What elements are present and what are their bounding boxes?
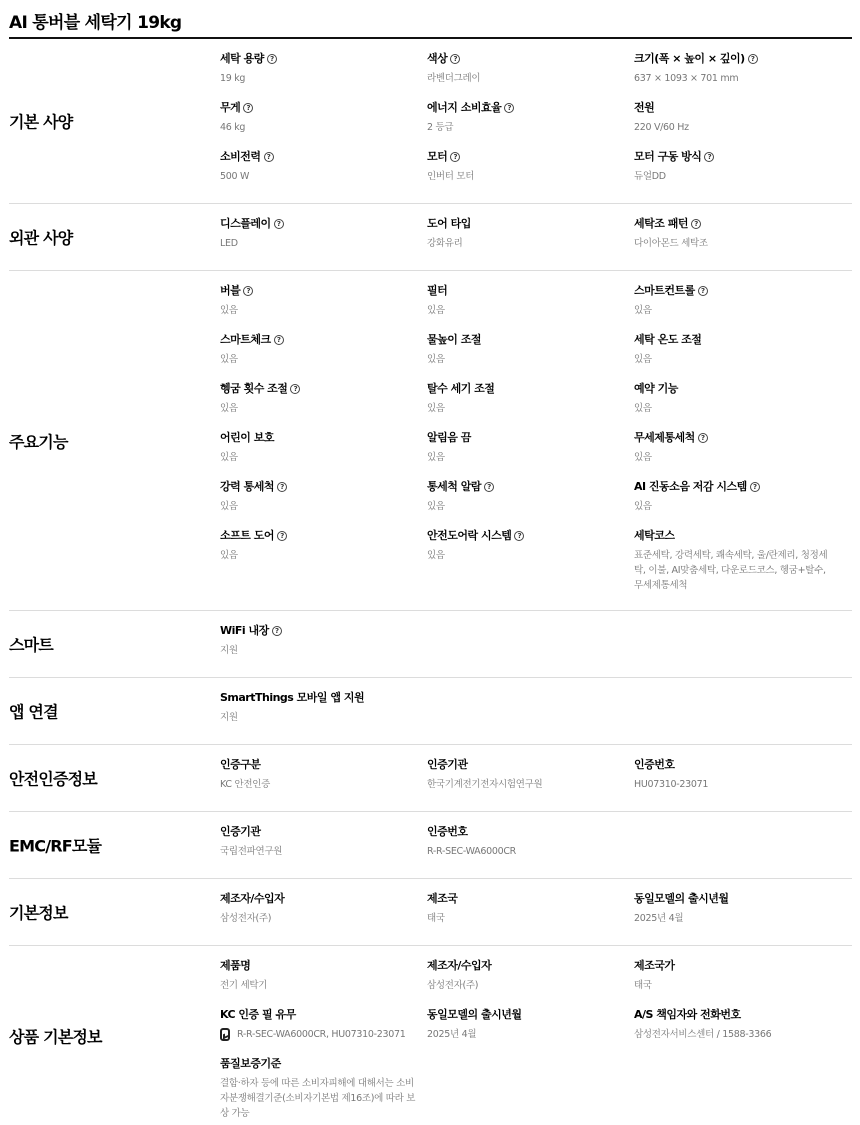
spec-item [634, 333, 844, 382]
spec-item [427, 382, 634, 431]
help-icon[interactable]: ? [274, 219, 284, 229]
spec-item [634, 758, 844, 807]
section-title: EMC/RF모듈 [9, 836, 102, 856]
spec-label [427, 892, 626, 906]
spec-label-text: 탈수 세기 조절 [427, 382, 495, 395]
spec-label [634, 758, 836, 772]
help-icon[interactable]: ? [277, 531, 287, 541]
spec-value: 한국기계전기전자시험연구원 [427, 779, 543, 790]
spec-value: 다이아몬드 세탁조 [634, 238, 708, 249]
spec-label-text: 어린이 보호 [220, 431, 274, 444]
spec-label-text: 품질보증기준 [220, 1057, 281, 1070]
spec-item [220, 758, 427, 807]
spec-label [634, 333, 836, 347]
spec-grid [220, 204, 852, 270]
spec-label [634, 52, 836, 66]
spec-label [220, 52, 419, 66]
spec-item [220, 217, 427, 266]
spec-grid [220, 678, 852, 744]
spec-label-text: 디스플레이 [220, 217, 271, 230]
spec-label [220, 529, 419, 543]
spec-label-text: 제조국 [427, 892, 458, 905]
spec-value: 인버터 모터 [427, 171, 475, 182]
spec-value: 있음 [634, 354, 652, 365]
help-icon[interactable]: ? [290, 384, 300, 394]
spec-value: 19 kg [220, 73, 246, 84]
spec-label-text: 무세제통세척 [634, 431, 695, 444]
spec-value-text: R-R-SEC-WA6000CR, HU07310-23071 [237, 1029, 406, 1040]
spec-item [427, 284, 634, 333]
spec-sections [9, 39, 852, 1125]
spec-label [427, 1008, 626, 1022]
spec-item [634, 217, 844, 266]
spec-section [9, 678, 852, 745]
spec-value: 있음 [427, 452, 445, 463]
spec-label [220, 431, 419, 445]
spec-label [427, 150, 626, 164]
spec-label [220, 959, 419, 973]
spec-label-text: 스마트컨트롤 [634, 284, 695, 297]
spec-label-text: WiFi 내장 [220, 624, 269, 637]
help-icon[interactable]: ? [514, 531, 524, 541]
spec-label [220, 1008, 419, 1022]
spec-value: 있음 [220, 452, 238, 463]
spec-item [427, 480, 634, 529]
spec-item [634, 480, 844, 529]
spec-label [220, 382, 419, 396]
spec-value: 500 W [220, 171, 250, 182]
spec-value: HU07310-23071 [634, 779, 709, 790]
spec-label [427, 529, 626, 543]
spec-label [220, 691, 419, 705]
spec-item [634, 284, 844, 333]
spec-value: 있음 [634, 403, 652, 414]
help-icon[interactable]: ? [272, 626, 282, 636]
spec-grid [220, 879, 852, 945]
spec-label [427, 480, 626, 494]
spec-label [634, 959, 836, 973]
spec-label [634, 382, 836, 396]
spec-label-text: 강력 통세척 [220, 480, 274, 493]
spec-item [220, 624, 427, 673]
spec-item [220, 101, 427, 150]
spec-value: 46 kg [220, 122, 246, 133]
spec-value: 강화유리 [427, 238, 463, 249]
spec-item [634, 1008, 844, 1057]
spec-label [427, 959, 626, 973]
help-icon[interactable]: ? [484, 482, 494, 492]
spec-value: 있음 [634, 501, 652, 512]
spec-label-text: AI 진동소음 저감 시스템 [634, 480, 747, 493]
spec-label [220, 480, 419, 494]
page-title: AI 통버블 세탁기 19kg [9, 13, 182, 33]
spec-section [9, 204, 852, 271]
spec-value: 삼성전자서비스센터 / 1588-3366 [634, 1029, 772, 1040]
help-icon[interactable]: ? [450, 54, 460, 64]
kc-row [220, 1027, 419, 1042]
spec-label-text: 전원 [634, 101, 655, 114]
spec-value: 있음 [220, 550, 238, 561]
help-icon[interactable]: ? [277, 482, 287, 492]
spec-value: 있음 [427, 403, 445, 414]
spec-value: 있음 [427, 501, 445, 512]
spec-label-text: 도어 타입 [427, 217, 471, 230]
spec-value: R-R-SEC-WA6000CR [427, 846, 516, 857]
spec-value: 지원 [220, 712, 238, 723]
spec-label-text: 버블 [220, 284, 241, 297]
spec-item [634, 150, 844, 199]
spec-label [427, 431, 626, 445]
spec-value: 삼성전자(주) [220, 913, 272, 924]
help-icon[interactable]: ? [450, 152, 460, 162]
spec-label [634, 529, 836, 543]
spec-item [634, 529, 844, 593]
spec-label-text: 인증번호 [427, 825, 468, 838]
help-icon[interactable]: ? [691, 219, 701, 229]
spec-grid [220, 946, 852, 1125]
spec-label-text: 필터 [427, 284, 448, 297]
spec-value: 있음 [220, 403, 238, 414]
spec-section [9, 39, 852, 204]
spec-item [427, 52, 634, 101]
spec-value: 삼성전자(주) [427, 980, 479, 991]
spec-label [427, 52, 626, 66]
help-icon[interactable]: ? [698, 433, 708, 443]
spec-label-text: 소비전력 [220, 150, 261, 163]
spec-value: 있음 [220, 501, 238, 512]
spec-value: 있음 [634, 452, 652, 463]
spec-value: 있음 [427, 550, 445, 561]
spec-label-text: 스마트체크 [220, 333, 271, 346]
spec-grid [220, 745, 852, 811]
spec-section [9, 611, 852, 678]
spec-value: 태국 [427, 913, 445, 924]
spec-item [427, 101, 634, 150]
spec-item [220, 52, 427, 101]
spec-value: 전기 세탁기 [220, 980, 268, 991]
section-title: 기본정보 [9, 903, 68, 923]
section-title: 안전인증정보 [9, 769, 97, 789]
spec-item [427, 529, 634, 593]
spec-label-text: 예약 기능 [634, 382, 678, 395]
spec-section [9, 812, 852, 879]
spec-label-text: 소프트 도어 [220, 529, 274, 542]
spec-label-text: 헹굼 횟수 조절 [220, 382, 288, 395]
help-icon[interactable]: ? [264, 152, 274, 162]
spec-value: 있음 [427, 354, 445, 365]
spec-item [220, 1008, 427, 1057]
spec-item [220, 333, 427, 382]
spec-label-text: 인증기관 [427, 758, 468, 771]
spec-value [220, 1027, 419, 1042]
spec-label [427, 284, 626, 298]
spec-item [220, 150, 427, 199]
spec-label-text: 색상 [427, 52, 448, 65]
spec-label-text: 물높이 조절 [427, 333, 481, 346]
spec-label-text: 세탁 온도 조절 [634, 333, 702, 346]
section-title: 앱 연결 [9, 702, 58, 722]
spec-label [427, 758, 626, 772]
spec-grid [220, 812, 852, 878]
spec-item [634, 959, 844, 1008]
spec-label-text: 세탁 용량 [220, 52, 264, 65]
spec-item [220, 1057, 427, 1121]
section-title: 상품 기본정보 [9, 1027, 102, 1046]
spec-label-text: 알림음 끔 [427, 431, 471, 444]
spec-item [427, 150, 634, 199]
spec-label [634, 150, 836, 164]
spec-item [220, 691, 427, 740]
spec-label-text: 동일모델의 출시년월 [427, 1008, 522, 1021]
help-icon[interactable]: ? [748, 54, 758, 64]
spec-label [427, 825, 626, 839]
section-title: 주요기능 [9, 432, 68, 451]
spec-item [220, 480, 427, 529]
spec-item [220, 825, 427, 874]
help-icon[interactable]: ? [504, 103, 514, 113]
spec-item [220, 284, 427, 333]
spec-label-text: 제조자/수입자 [220, 892, 285, 905]
spec-item [427, 431, 634, 480]
spec-item [427, 333, 634, 382]
spec-item [427, 217, 634, 266]
spec-section [9, 946, 852, 1125]
spec-value: 표준세탁, 강력세탁, 쾌속세탁, 울/란제리, 청정세탁, 이불, AI맞춤세탁, 다운로드코스, 헹굼+탈수, 무세제통세척 [634, 550, 828, 591]
spec-label [427, 101, 626, 115]
spec-value: 2 등급 [427, 122, 454, 133]
spec-label [220, 758, 419, 772]
spec-label-text: 에너지 소비효율 [427, 101, 502, 114]
spec-value: 국립전파연구원 [220, 846, 283, 857]
spec-label [220, 101, 419, 115]
spec-item [220, 382, 427, 431]
spec-section [9, 745, 852, 812]
spec-label-text: 안전도어락 시스템 [427, 529, 512, 542]
spec-label [634, 284, 836, 298]
help-icon[interactable]: ? [704, 152, 714, 162]
spec-label [220, 150, 419, 164]
spec-value: 결함·하자 등에 따른 소비자피해에 대해서는 소비자분쟁해결기준(소비자기본법 제16조)에 따라 보상 가능 [220, 1078, 416, 1119]
spec-item [427, 758, 634, 807]
spec-label [427, 333, 626, 347]
spec-item [634, 382, 844, 431]
spec-value: 있음 [634, 305, 652, 316]
help-icon[interactable]: ? [267, 54, 277, 64]
help-icon[interactable]: ? [243, 103, 253, 113]
spec-label-text: SmartThings 모바일 앱 지원 [220, 691, 365, 704]
kc-certification-icon [220, 1028, 230, 1041]
spec-value: 있음 [220, 305, 238, 316]
spec-label [220, 892, 419, 906]
spec-label-text: 제품명 [220, 959, 251, 972]
spec-label-text: 세탁조 패턴 [634, 217, 688, 230]
spec-item [634, 892, 844, 941]
spec-item [634, 52, 844, 101]
spec-label [634, 431, 836, 445]
spec-label-text: 동일모델의 출시년월 [634, 892, 729, 905]
spec-label [220, 217, 419, 231]
spec-value: 라벤더그레이 [427, 73, 481, 84]
spec-value: 있음 [220, 354, 238, 365]
spec-item [427, 1008, 634, 1057]
spec-label-text: 제조자/수입자 [427, 959, 492, 972]
spec-label-text: 무게 [220, 101, 241, 114]
help-icon[interactable]: ? [274, 335, 284, 345]
spec-label-text: 모터 [427, 150, 448, 163]
spec-label [220, 825, 419, 839]
spec-value: 태국 [634, 980, 652, 991]
spec-value: 2025년 4월 [427, 1029, 477, 1040]
spec-label [634, 217, 836, 231]
spec-section [9, 879, 852, 946]
spec-value: 637 × 1093 × 701 mm [634, 73, 739, 84]
spec-item [427, 892, 634, 941]
spec-label-text: 인증번호 [634, 758, 675, 771]
spec-value: KC 안전인증 [220, 779, 270, 790]
spec-grid [220, 611, 852, 677]
spec-label [634, 480, 836, 494]
spec-label-text: 통세척 알람 [427, 480, 481, 493]
spec-value: LED [220, 238, 238, 249]
spec-grid [220, 39, 852, 203]
spec-item [220, 529, 427, 593]
spec-label-text: 제조국가 [634, 959, 675, 972]
spec-label [427, 382, 626, 396]
spec-grid [220, 271, 852, 597]
spec-label [220, 333, 419, 347]
spec-label-text: A/S 책임자와 전화번호 [634, 1008, 741, 1021]
spec-label-text: 인증구분 [220, 758, 261, 771]
section-title: 기본 사양 [9, 112, 73, 132]
spec-label [220, 1057, 419, 1071]
spec-value: 있음 [427, 305, 445, 316]
spec-label-text: KC 인증 필 유무 [220, 1008, 296, 1021]
spec-label-text: 세탁코스 [634, 529, 675, 542]
spec-item [220, 959, 427, 1008]
help-icon[interactable]: ? [243, 286, 253, 296]
spec-label [220, 624, 419, 638]
spec-label [634, 1008, 836, 1022]
spec-value: 220 V/60 Hz [634, 122, 689, 133]
spec-label-text: 인증기관 [220, 825, 261, 838]
spec-value: 2025년 4월 [634, 913, 684, 924]
spec-label-text: 모터 구동 방식 [634, 150, 702, 163]
help-icon[interactable]: ? [698, 286, 708, 296]
spec-label [634, 101, 836, 115]
spec-item [427, 959, 634, 1008]
spec-label [427, 217, 626, 231]
spec-label [220, 284, 419, 298]
spec-label [634, 892, 836, 906]
spec-item [427, 825, 634, 874]
spec-item [220, 892, 427, 941]
spec-item [634, 101, 844, 150]
section-title: 외관 사양 [9, 228, 73, 248]
spec-value: 듀얼DD [634, 171, 666, 182]
spec-label-text: 크기(폭 × 높이 × 깊이) [634, 52, 745, 65]
spec-item [220, 431, 427, 480]
spec-item [634, 431, 844, 480]
spec-section [9, 271, 852, 611]
help-icon[interactable]: ? [750, 482, 760, 492]
section-title: 스마트 [9, 635, 53, 655]
spec-value: 지원 [220, 645, 238, 656]
